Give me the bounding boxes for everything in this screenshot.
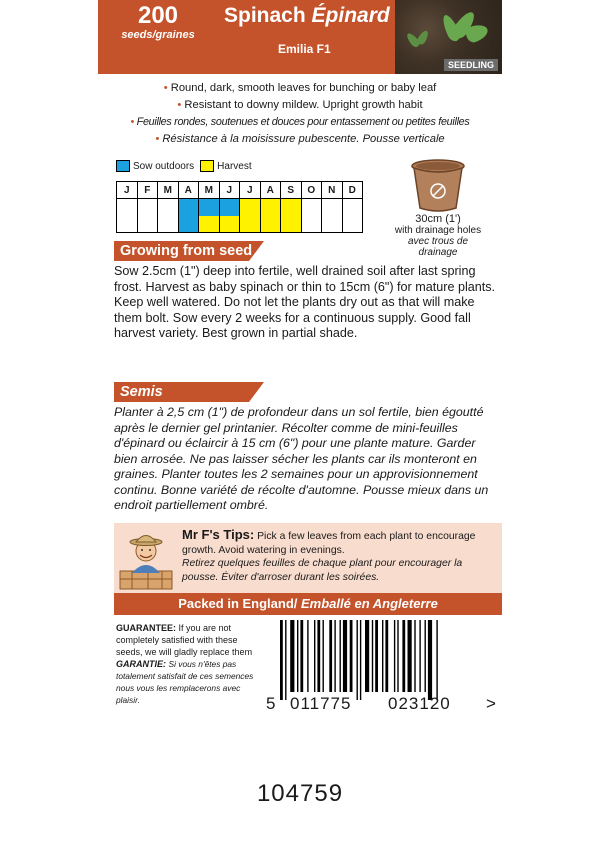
pot-note-fr: avec trous de drainage <box>407 236 469 258</box>
calendar-cell <box>342 199 363 233</box>
barcode-bar <box>414 620 415 692</box>
barcode-bar <box>408 620 412 692</box>
calendar-cell <box>281 199 302 233</box>
calendar-month: M <box>158 182 179 199</box>
guarantee-english: If you are not completely satisfied with these seeds, we will gladly replace them <box>116 623 253 657</box>
barcode-left-digits: 011775 <box>290 694 352 713</box>
calendar-cell <box>158 199 179 233</box>
semis-heading: Semis <box>114 382 264 402</box>
variety-name: Emilia F1 <box>278 42 331 56</box>
calendar-month: D <box>342 182 363 199</box>
guarantee-label: GUARANTEE: <box>116 623 176 633</box>
title-english: Spinach <box>224 4 306 27</box>
barcode-bar <box>323 620 324 692</box>
pot-note-en: with drainage holes <box>394 225 482 236</box>
sow-period <box>179 199 199 232</box>
feature-item: • Round, dark, smooth leaves for bunching or baby leaf <box>163 82 437 94</box>
barcode-bar <box>357 620 358 700</box>
tips-heading: Mr F's Tips: <box>182 527 255 542</box>
barcode-bar <box>334 620 335 692</box>
seedling-tag: SEEDLING <box>444 59 498 71</box>
pot-icon <box>409 158 467 214</box>
barcode-bar <box>436 620 437 700</box>
barcode-bar <box>394 620 395 692</box>
farmer-icon <box>118 527 174 591</box>
calendar-month: N <box>322 182 343 199</box>
product-code: 104759 <box>256 780 344 807</box>
tips-text <box>182 528 498 584</box>
semis-instructions: Planter à 2,5 cm (1") de profondeur dans un sol fertile, bien égoutté après le dernier gel printanier. Récolter comme de mini-feuilles d'épinard ou éclaircir à 15 cm (6") pour une plante mature. Garder bien arrosée. Ne pas laisser sécher les plants car ils monteront en graines. Planter toutes les 2 semaines pour un approvisionnement continu. Bonne variété de récolte d'automne. Pousse mieux dans un endroit partiellement ombré. <box>114 405 489 512</box>
barcode-bar <box>280 620 283 700</box>
growing-heading: Growing from seed <box>114 241 264 261</box>
calendar-month: F <box>137 182 158 199</box>
barcode-bar <box>402 620 405 692</box>
calendar-cell <box>137 199 158 233</box>
packed-in-banner: Packed in England/ Emballé en Angleterre <box>114 593 502 615</box>
pot-size: 30cm (1') <box>415 213 461 225</box>
feature-list <box>98 80 502 148</box>
barcode-bar <box>375 620 378 692</box>
guarantee-text <box>116 622 258 706</box>
barcode-bar <box>343 620 347 692</box>
calendar-cell <box>301 199 322 233</box>
barcode-bar <box>397 620 398 692</box>
barcode-bar <box>307 620 308 692</box>
harvest-period <box>199 216 219 233</box>
calendar-month: J <box>240 182 261 199</box>
guarantee-label-fr: GARANTIE: <box>116 659 166 669</box>
harvest-period <box>220 216 240 233</box>
sow-period <box>220 199 240 216</box>
seed-count-label: seeds/graines <box>121 29 195 41</box>
tips-english: Pick a few leaves from each plant to encourage growth. Avoid watering in evenings. <box>182 531 476 556</box>
seedling-photo <box>395 0 502 74</box>
barcode-bar <box>365 620 369 692</box>
barcode-bar <box>297 620 298 692</box>
calendar-cell <box>322 199 343 233</box>
barcode-bar <box>372 620 373 692</box>
barcode-bars <box>266 620 502 700</box>
barcode-first-digit: 5 <box>266 694 277 713</box>
barcode <box>266 620 502 716</box>
barcode-bar <box>360 620 361 700</box>
barcode-bar <box>285 620 286 700</box>
calendar-cell <box>117 199 138 233</box>
calendar-month: J <box>219 182 240 199</box>
barcode-bar <box>300 620 303 692</box>
harvest-period <box>281 199 301 232</box>
barcode-bar <box>419 620 420 692</box>
feature-item: • Feuilles rondes, soutenues et douces pour entassement ou petites feuilles <box>130 116 470 128</box>
product-title <box>224 4 390 28</box>
harvest-period <box>240 199 260 232</box>
calendar-cell <box>199 199 220 233</box>
growing-instructions: Sow 2.5cm (1") deep into fertile, well drained soil after last spring frost. Harvest as baby spinach or thin to 15cm (6") for mature plants. Keep well watered. Do not let the plants dry out as that will make them bolt. Sow every 2 weeks for a continuous supply. Good fall harvest variety. Best grown in partial shade. <box>114 264 496 340</box>
barcode-arrow: > <box>486 694 497 713</box>
tips-box <box>114 523 502 593</box>
barcode-bar <box>317 620 320 692</box>
calendar-month: S <box>281 182 302 199</box>
barcode-bar <box>425 620 426 692</box>
legend-sow: Sow outdoors <box>116 160 194 172</box>
seed-count: 200 <box>137 2 179 29</box>
feature-item: • Résistance à la moisissure pubescente. Pousse verticale <box>155 133 445 145</box>
barcode-bar <box>314 620 315 692</box>
tips-french: Retirez quelques feuilles de chaque plant pour encourager la pousse. Éviter d'arroser durant les soirées. <box>182 558 463 583</box>
barcode-right-digits: 023120 <box>388 694 451 713</box>
calendar-cell <box>260 199 281 233</box>
barcode-bar <box>340 620 341 692</box>
sow-period <box>199 199 219 216</box>
calendar-cell <box>219 199 240 233</box>
seed-count-block <box>98 0 218 74</box>
planting-calendar <box>116 181 363 233</box>
harvest-swatch <box>200 160 214 172</box>
title-french: Épinard <box>311 4 390 27</box>
calendar-month: O <box>301 182 322 199</box>
calendar-month: M <box>199 182 220 199</box>
barcode-bar <box>350 620 353 692</box>
harvest-period <box>261 199 281 232</box>
calendar-month: A <box>178 182 199 199</box>
sow-swatch <box>116 160 130 172</box>
calendar-month: J <box>117 182 138 199</box>
calendar-cell <box>178 199 199 233</box>
guarantee-french: Si vous n'êtes pas totalement satisfait de ces semences nous vous les remplacerons avec plaisir. <box>116 659 254 705</box>
calendar-cell <box>240 199 261 233</box>
calendar-month: A <box>260 182 281 199</box>
packet-header <box>98 0 502 74</box>
calendar-legend <box>116 160 258 172</box>
feature-item: • Resistant to downy mildew. Upright growth habit <box>177 99 423 111</box>
barcode-bar <box>290 620 294 692</box>
pot-info <box>378 158 498 258</box>
seed-packet <box>98 0 502 716</box>
barcode-bar <box>428 620 432 700</box>
barcode-bar <box>382 620 383 692</box>
barcode-bar <box>329 620 332 692</box>
barcode-bar <box>385 620 388 692</box>
legend-harvest: Harvest <box>200 160 251 172</box>
